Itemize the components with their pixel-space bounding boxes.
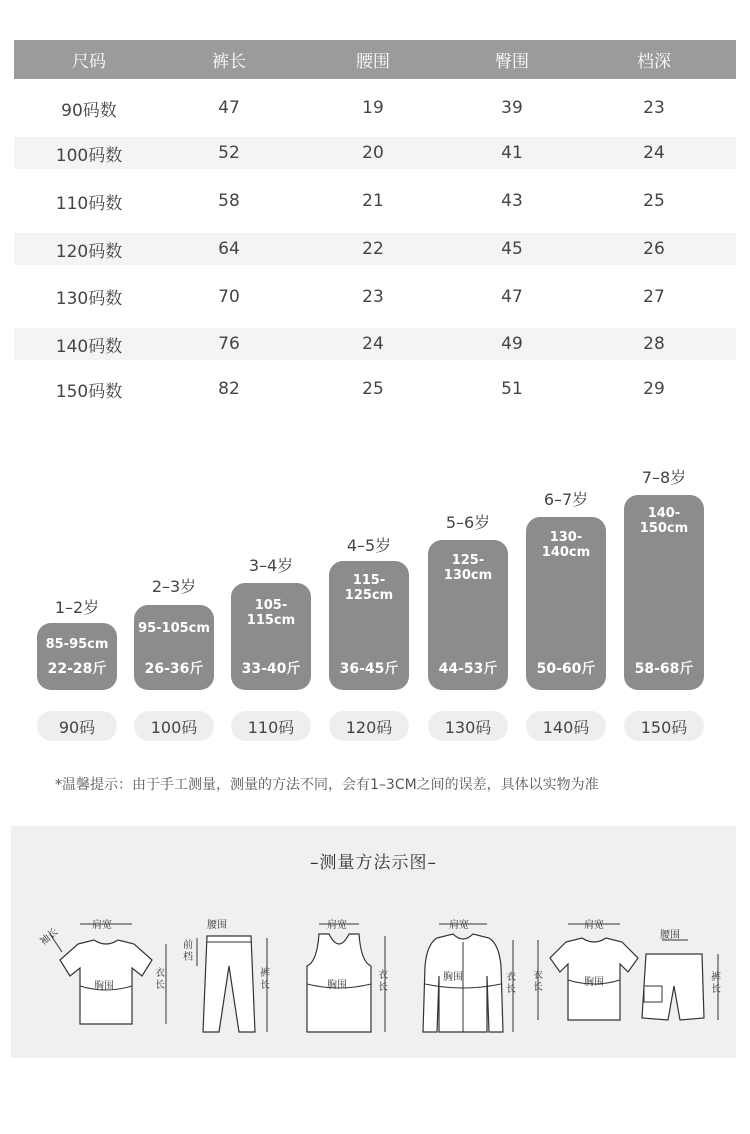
size-pill: 130码: [428, 711, 508, 741]
cell: 45: [501, 239, 523, 259]
waist-label: 腰围: [207, 920, 227, 931]
header-hip: 臀围: [495, 52, 529, 72]
length-label: 衣长: [533, 970, 543, 993]
size-bar: [329, 561, 409, 690]
height-range: 105-115cm: [246, 598, 296, 628]
cell: 39: [501, 98, 523, 118]
cell: 43: [501, 191, 523, 211]
age-label: 3–4岁: [248, 556, 294, 575]
age-label: 1–2岁: [54, 598, 100, 617]
cell: 25: [643, 191, 665, 211]
cell-size: 150码数: [55, 381, 123, 402]
shoulder-label: 肩宽: [449, 920, 469, 931]
size-bar: [428, 540, 508, 690]
header-waist: 腰围: [356, 52, 390, 72]
sleeve-label: 袖长: [38, 926, 61, 948]
table-row: [14, 265, 736, 328]
chest-label: 胸围: [584, 977, 604, 988]
length-label: 衣长: [155, 968, 165, 991]
cell: 22: [362, 239, 384, 259]
cell: 70: [218, 286, 240, 307]
cell: 24: [643, 143, 665, 163]
size-table: [14, 40, 736, 418]
shoulder-label: 肩宽: [327, 920, 347, 931]
size-bar: [526, 517, 606, 690]
pants-figure: [179, 896, 279, 1036]
cell-size: 130码数: [55, 289, 123, 309]
cell: 52: [218, 143, 240, 163]
shoulder-label: 肩宽: [584, 920, 604, 931]
pants-icon: [179, 896, 279, 1036]
chest-label: 胸围: [327, 980, 347, 991]
cell: 82: [218, 379, 240, 399]
pants-length-label: 裤长: [260, 968, 270, 991]
cell-size: 100码数: [55, 145, 123, 166]
method-title: –测量方法示图–: [310, 853, 437, 873]
size-pill: 90码: [37, 711, 117, 741]
cell: 24: [362, 334, 384, 354]
age-label: 5–6岁: [445, 513, 491, 532]
cell: 64: [218, 239, 240, 259]
measurement-method-panel: [11, 826, 736, 1058]
tank-top-figure: [289, 896, 399, 1036]
size-bar: [231, 583, 311, 690]
weight-range: 22-28斤: [47, 661, 107, 677]
cell: 41: [501, 143, 523, 163]
rise-label: 前档: [183, 940, 193, 963]
chest-label: 胸围: [443, 972, 463, 983]
cell: 28: [643, 334, 665, 354]
size-pill: 150码: [624, 711, 704, 741]
weight-range: 44-53斤: [438, 661, 498, 677]
size-pill: 140码: [526, 711, 606, 741]
height-range: 125-130cm: [443, 553, 493, 583]
size-bar: [134, 605, 214, 690]
size-bar: [624, 495, 704, 690]
pants-length-label: 裤长: [711, 972, 721, 995]
cell: 21: [362, 191, 384, 211]
tshirt-figure: [36, 896, 176, 1036]
cell-size: 90码数: [61, 100, 117, 121]
jacket-figure: [403, 896, 523, 1036]
cell: 26: [643, 239, 665, 259]
length-label: 衣长: [378, 970, 388, 993]
waist-label: 腰围: [660, 930, 680, 941]
cell: 25: [362, 379, 384, 399]
shoulder-label: 肩宽: [92, 920, 112, 931]
cell-size: 120码数: [55, 241, 123, 262]
tshirt-shorts-figure: [526, 896, 731, 1036]
length-label: 衣长: [506, 972, 516, 995]
cell: 27: [643, 286, 665, 307]
age-label: 6–7岁: [543, 490, 589, 509]
age-label: 7–8岁: [641, 468, 687, 487]
header-pants-length: 裤长: [212, 52, 246, 72]
table-row: [14, 169, 736, 233]
weight-range: 26-36斤: [144, 661, 204, 677]
cell: 47: [501, 286, 523, 307]
tshirt-shorts-icon: [526, 896, 731, 1036]
cell: 47: [218, 98, 240, 118]
cell: 23: [362, 286, 384, 307]
size-bar: [37, 623, 117, 690]
measurement-tip: *温馨提示：由于手工测量，测量的方法不同，会有1–3CM之间的误差，具体以实物为准: [55, 777, 599, 793]
cell-size: 110码数: [55, 193, 123, 214]
header-rise: 档深: [637, 52, 671, 72]
weight-range: 33-40斤: [241, 661, 301, 677]
age-label: 2–3岁: [151, 577, 197, 596]
header-size: 尺码: [72, 52, 106, 72]
height-range: 140-150cm: [639, 506, 689, 536]
table-row: [14, 328, 736, 360]
table-row: [14, 233, 736, 265]
height-range: 85-95cm: [45, 637, 109, 652]
cell-size: 140码数: [55, 336, 123, 357]
table-header: [14, 40, 736, 79]
size-pill: 100码: [134, 711, 214, 741]
cell: 19: [362, 98, 384, 118]
cell: 20: [362, 143, 384, 163]
table-row: [14, 137, 736, 169]
cell: 51: [501, 379, 523, 399]
cell: 58: [218, 191, 240, 211]
weight-range: 36-45斤: [339, 661, 399, 677]
weight-range: 50-60斤: [536, 661, 596, 677]
table-row: [14, 360, 736, 418]
size-pill: 120码: [329, 711, 409, 741]
cell: 76: [218, 334, 240, 354]
size-pill: 110码: [231, 711, 311, 741]
cell: 23: [643, 98, 665, 118]
weight-range: 58-68斤: [634, 661, 694, 677]
cell: 49: [501, 334, 523, 354]
table-row: [14, 79, 736, 137]
cell: 29: [643, 379, 665, 399]
age-label: 4–5岁: [346, 536, 392, 555]
height-range: 95-105cm: [138, 621, 210, 636]
height-range: 130-140cm: [541, 530, 591, 560]
chest-label: 胸围: [94, 981, 114, 992]
height-range: 115-125cm: [344, 573, 394, 603]
